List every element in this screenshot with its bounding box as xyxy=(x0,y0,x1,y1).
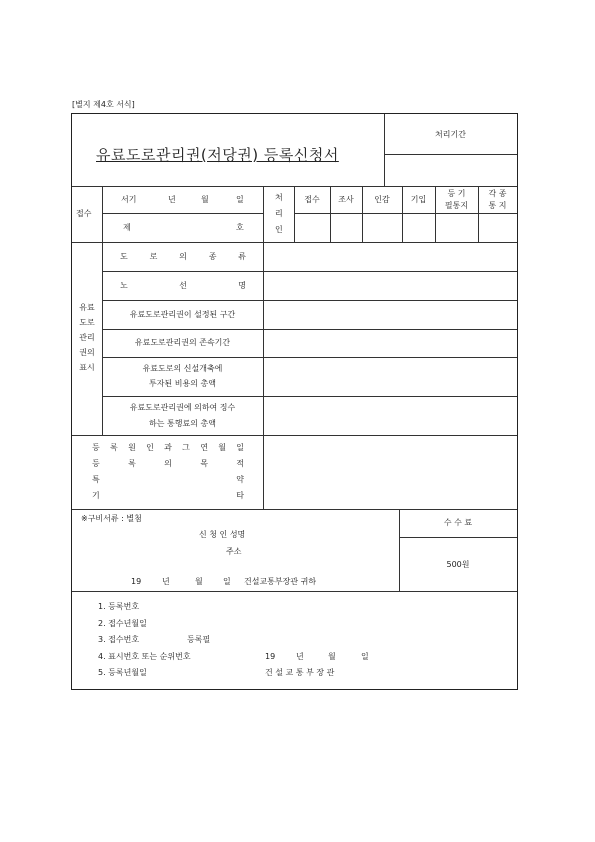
col-various-notice-1: 각 종 xyxy=(488,189,507,198)
fee-label: 수 수 료 xyxy=(443,518,473,527)
route-name-label: 노 선 명 xyxy=(120,281,246,290)
handler-char-2: 리 xyxy=(275,209,283,218)
date-line-year-prefix: 19 xyxy=(131,577,142,586)
investment-label-2: 투자된 비용의 총액 xyxy=(149,379,216,388)
footer-item-2: 2. 접수년월일 xyxy=(98,619,147,628)
receipt-date-era: 서기 xyxy=(121,195,137,204)
processing-period-label: 처리기간 xyxy=(435,130,466,139)
toll-label-2: 하는 통행료의 총액 xyxy=(149,419,216,428)
col-various-notice-2: 통 지 xyxy=(488,201,507,210)
footer-registered-mark: 등록필 xyxy=(187,635,211,644)
footer-item-1: 1. 등록번호 xyxy=(98,602,140,611)
receipt-number-prefix: 제 xyxy=(123,223,131,232)
handler-char-1: 처 xyxy=(275,193,283,202)
road-label-1: 유료 xyxy=(79,303,95,312)
road-label-4: 권의 xyxy=(79,348,95,357)
handler-char-3: 인 xyxy=(275,225,283,234)
other-label: 기 타 xyxy=(92,491,244,500)
col-seal: 인감 xyxy=(374,195,390,204)
footer-date-month: 월 xyxy=(328,652,336,661)
date-line-day: 일 xyxy=(223,577,231,586)
road-label-3: 관리 xyxy=(79,333,95,342)
addressee: 건설교통부장관 귀하 xyxy=(244,577,317,586)
col-registry-notice-1: 등 기 xyxy=(447,189,466,198)
receipt-date-month: 월 xyxy=(201,195,209,204)
applicant-name-label: 신 청 인 성명 xyxy=(199,530,246,539)
footer-date-year: 년 xyxy=(296,652,304,661)
page-title: 유료도로관리권(저당권) 등록신청서 xyxy=(96,146,339,164)
col-entry: 기입 xyxy=(410,195,427,204)
footer-item-5: 5. 등록년월일 xyxy=(98,668,147,677)
road-label-2: 도로 xyxy=(79,318,95,327)
receipt-number-suffix: 호 xyxy=(236,223,244,232)
special-terms-label: 특 약 xyxy=(92,475,244,484)
footer-minister: 건 설 교 통 부 장 관 xyxy=(265,668,335,677)
attachments-note: ※구비서류 : 별첨 xyxy=(81,514,142,523)
receipt-label: 접수 xyxy=(76,209,92,218)
section-label: 유료도로관리권이 설정된 구간 xyxy=(129,310,236,319)
road-type-label: 도 로 의 종 류 xyxy=(120,252,246,261)
receipt-date-day: 일 xyxy=(236,195,244,204)
duration-label: 유료도로관리권의 존속기간 xyxy=(134,338,231,347)
footer-date-day: 일 xyxy=(361,652,369,661)
registration-cause-label: 등 록 원 인 과 그 연 월 일 xyxy=(92,443,244,452)
investment-label-1: 유료도로의 신설개축에 xyxy=(142,364,223,373)
road-label-5: 표시 xyxy=(79,363,95,372)
fee-value: 500원 xyxy=(446,560,470,569)
footer-item-3: 3. 접수번호 xyxy=(98,635,140,644)
toll-label-1: 유료도로관리권에 의하여 징수 xyxy=(129,403,236,412)
footer-item-4: 4. 표시번호 또는 순위번호 xyxy=(98,652,191,661)
col-receipt: 접수 xyxy=(304,195,320,204)
date-line-year: 년 xyxy=(162,577,170,586)
receipt-date-year: 년 xyxy=(168,195,176,204)
form-label: [별지 제4호 서식] xyxy=(72,100,135,109)
registration-purpose-label: 등 록 의 목 적 xyxy=(92,459,244,468)
footer-date-year-prefix: 19 xyxy=(265,652,276,661)
col-inspection: 조사 xyxy=(338,195,354,204)
applicant-address-label: 주소 xyxy=(226,547,242,556)
date-line-month: 월 xyxy=(195,577,203,586)
col-registry-notice-2: 필통지 xyxy=(444,201,469,210)
